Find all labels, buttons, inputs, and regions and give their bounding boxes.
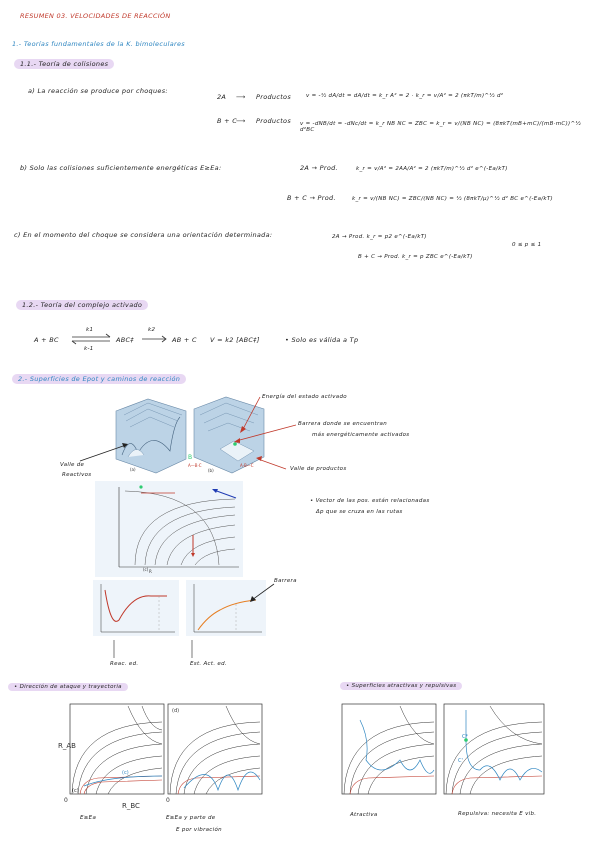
fig-label-b: (b) [208,468,214,473]
item-b-text: b) Solo las colisiones suficientemente energéticas E≥Ea: [20,164,222,172]
curve2-label: Est. Act. ed. [190,661,227,667]
c-r1: 2A → Prod. k_r = p2 e^(-Ea/kT) [332,234,427,240]
curve1-label: Reac. ed. [110,661,139,667]
point-c-label: (c) [122,770,129,776]
annotation-active-state: Energía del estado activado [262,394,347,400]
blue-arrow-icon [206,486,246,506]
caption-4: Repulsiva: necesita E vib. [458,811,537,817]
subsection-collisions-label: 1.1.- Teoría de colisiones [14,59,114,69]
zero-label: 0 [64,797,68,804]
attractive-repulsive-figure [340,700,546,806]
a-r1-products: Productos [256,93,291,101]
section1-heading: 1.- Teorías fundamentales de la K. bimoleculares [12,40,185,48]
axis-r-label: R_AB [58,742,76,750]
subsection-activated-complex [16,301,148,309]
barrier-label: Barrera [274,578,297,584]
arrow-icon: ⟶ [236,93,246,101]
caption-1: E≥Ea [80,815,97,821]
a-r1-equation: v = -½ dA/dt = dA/dt = k_r A² = 2 · k_r = v/A² = 2 (πkT/m)^½ d² [306,93,504,99]
c-prime-label: C' [458,758,463,764]
annotation-products: Valle de productos [290,466,347,472]
fig-label-R: R [149,569,152,574]
subsection-collisions [14,60,114,68]
item-a-text: a) La reacción se produce por choques: [28,87,168,95]
page-title: RESUMEN 03. VELOCIDADES DE REACCIÓN [20,12,171,20]
ac-products: AB + C [172,336,197,344]
note-1: • Vector de las pos. están relacionadas [310,498,430,504]
a-r2-reactants: B + C [217,117,238,125]
ac-rate: V = k2 [ABC‡] [210,336,260,344]
c-r2: B + C → Prod. k_r = p ZBC e^(-Ea/kT) [358,254,473,260]
arrow-icon: ⟶ [236,117,246,125]
note-2: Δp que se cruza en las rutas [316,509,403,515]
annotation-reactants-1: Valle de [60,462,85,468]
b-r1-equation: k_r = v/A² = 2AA/A² = 2 (πkT/m)^½ d² e^(-Ea/kT) [356,166,508,172]
subsection-activated-complex-label: 1.2.- Teoría del complejo activado [16,300,148,310]
c-range: 0 ≤ p ≤ 1 [512,242,542,248]
caption-3: Atractiva [350,812,378,818]
annotation-barrier-1: Barrera donde se encuentran [298,421,388,427]
caption-2a: E≥Ea y parte de [166,815,216,821]
annotation-barrier-2: más energéticamente activados [312,432,410,438]
b-r1-reaction: 2A → Prod. [300,164,338,172]
b-r2-equation: k_r = v/(NB NC) = ZBC/(NB NC) = ½ (8πkT/μ)^½ d² BC e^(-Ea/kT) [352,196,553,202]
panel-c-label: (c) [72,788,79,794]
fig-label-B: B [188,454,193,461]
ac-reactants: A + BC [34,336,59,344]
panel-d-label: (d) [172,708,180,714]
a-r1-reactants: 2A [217,93,227,101]
fig-label-a: (a) [130,467,136,472]
section2-heading [12,375,186,383]
fig-label-abc: A—B·C [188,463,202,468]
c-star-label: C* [462,734,468,740]
a-r2-equation: v = -dNB/dt = -dNc/dt = k_r NB NC = ZBC = k_r = v/(NB NC) = (8πkT(mB+mC)/(mB·mC))^½ d²BC [300,121,582,133]
a-r2-products: Productos [256,117,291,125]
section2-heading-label: 2.- Superficies de Epot y caminos de reacción [12,374,186,384]
fig-label-abc2: A·B—C [240,463,254,468]
k1-label: k1 [86,327,94,333]
k2-label: k2 [148,327,156,333]
energy-curve-reactants [93,580,179,636]
fig-label-c: (c) [143,567,149,572]
barrier-arrow-icon [240,580,280,610]
ac-note: • Solo es válida a Tp [285,336,359,344]
trajectory-panels-figure [58,700,270,810]
down-arrows [108,636,228,664]
direction-label [8,684,128,690]
axis-r2-label: R_BC [122,802,140,810]
surfaces-label-text: • Superficies atractivas y repulsivas [340,682,462,690]
direction-label-text: • Dirección de ataque y trayectoria [8,683,128,691]
surfaces-label [340,683,462,689]
item-c-text: c) En el momento del choque se considera una orientación determinada: [14,231,273,239]
zero-label-2: 0 [166,797,170,804]
ac-complex: ABC‡ [116,336,134,344]
k-minus1-label: k-1 [84,346,94,352]
annotation-reactants-2: Reactivos [62,472,92,478]
caption-2b: E por vibración [176,827,222,833]
b-r2-reaction: B + C → Prod. [287,194,336,202]
